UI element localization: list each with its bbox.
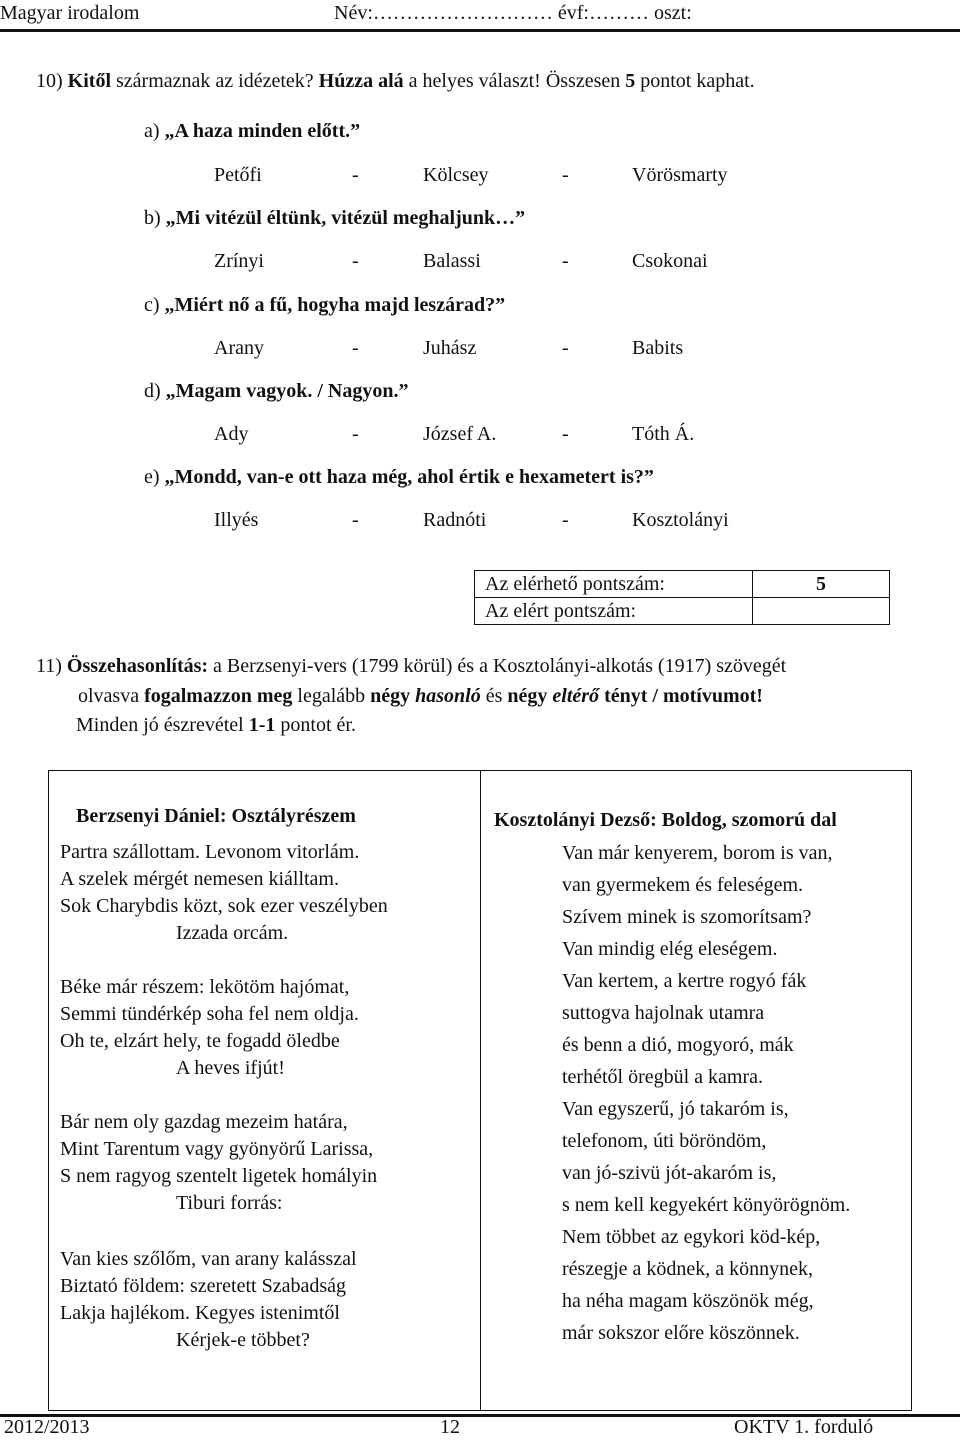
quote-d: d) „Magam vagyok. / Nagyon.” xyxy=(144,380,409,402)
poem-right-line: Van kertem, a kertre rogyó fák xyxy=(562,970,807,992)
poem-left-line: Biztató földem: szeretett Szabadság xyxy=(60,1275,347,1297)
quote-c: c) „Miért nő a fű, hogyha majd leszárad?” xyxy=(144,294,506,316)
poem-left-line: A heves ifjút! xyxy=(176,1057,285,1079)
quote-a: a) „A haza minden előtt.” xyxy=(144,120,361,142)
poem-right-line: már sokszor előre köszönnek. xyxy=(562,1322,800,1344)
option-separator: - xyxy=(562,337,569,359)
quote-e: e) „Mondd, van-e ott haza még, ahol értik e hexametert is?” xyxy=(144,466,654,488)
score-box xyxy=(474,570,890,625)
student-info-fields: Név:……………………… évf:……… oszt: xyxy=(334,2,692,24)
poem-right-line: terhétől öregbül a kamra. xyxy=(562,1066,764,1088)
poem-left-line: Béke már részem: lekötöm hajómat, xyxy=(60,976,350,998)
option-separator: - xyxy=(352,423,359,445)
poem-left-line: Mint Tarentum vagy gyönyörű Larissa, xyxy=(60,1138,374,1160)
poem-left-line: Tiburi forrás: xyxy=(176,1192,283,1214)
poem-right-line: suttogva hajolnak utamra xyxy=(562,1002,765,1024)
option-separator: - xyxy=(562,509,569,531)
q11-line-3: Minden jó észrevétel 1-1 pontot ér. xyxy=(76,714,356,736)
option-c-2[interactable]: Juhász xyxy=(423,337,477,359)
poem-left-line: Partra szállottam. Levonom vitorlám. xyxy=(60,841,360,863)
option-e-1[interactable]: Illyés xyxy=(214,509,259,531)
option-c-3[interactable]: Babits xyxy=(632,337,684,359)
poem-left-line: S nem ragyog szentelt ligetek homályin xyxy=(60,1165,378,1187)
option-separator: - xyxy=(562,164,569,186)
subject-label: Magyar irodalom xyxy=(0,2,140,24)
poem-left-line: Oh te, elzárt hely, te fogadd öledbe xyxy=(60,1030,340,1052)
poem-left-title: Berzsenyi Dániel: Osztályrészem xyxy=(76,805,356,827)
option-b-3[interactable]: Csokonai xyxy=(632,250,708,272)
poem-left-line: A szelek mérgét nemesen kiálltam. xyxy=(60,868,339,890)
poem-right-line: ha néha magam köszönök még, xyxy=(562,1290,814,1312)
poem-right-line: részegje a ködnek, a könnynek, xyxy=(562,1258,814,1280)
option-c-1[interactable]: Arany xyxy=(214,337,264,359)
q10-instruction: 10) Kitől származnak az idézetek? Húzza alá a helyes választ! Összesen 5 pontot kaphat. xyxy=(36,70,755,92)
poem-left-line: Bár nem oly gazdag mezeim határa, xyxy=(60,1111,348,1133)
poem-left-line: Van kies szőlőm, van arany kalásszal xyxy=(60,1248,357,1270)
option-separator: - xyxy=(352,164,359,186)
option-a-1[interactable]: Petőfi xyxy=(214,164,262,186)
poem-right-line: Van mindig elég eleségem. xyxy=(562,938,778,960)
option-b-2[interactable]: Balassi xyxy=(423,250,481,272)
poem-right-line: s nem kell kegyekért könyörögnöm. xyxy=(562,1194,851,1216)
poem-right-line: Szívem minek is szomorítsam? xyxy=(562,906,812,928)
poem-right-line: Van egyszerű, jó takaróm is, xyxy=(562,1098,789,1120)
quote-b: b) „Mi vitézül éltünk, vitézül meghaljunk…” xyxy=(144,207,526,229)
option-separator: - xyxy=(352,250,359,272)
poems-column-divider xyxy=(480,770,481,1411)
achieved-points-value[interactable] xyxy=(753,598,890,625)
option-e-3[interactable]: Kosztolányi xyxy=(632,509,729,531)
poem-right-title: Kosztolányi Dezső: Boldog, szomorú dal xyxy=(494,809,837,831)
option-separator: - xyxy=(562,423,569,445)
poem-left-line: Sok Charybdis közt, sok ezer veszélyben xyxy=(60,895,388,917)
header-rule xyxy=(0,29,960,32)
poem-right-line: és benn a dió, mogyoró, mák xyxy=(562,1034,794,1056)
achieved-points-label: Az elért pontszám: xyxy=(475,598,753,625)
available-points-value: 5 xyxy=(753,571,890,598)
q11-line-1: 11) Összehasonlítás: a Berzsenyi-vers (1799 körül) és a Kosztolányi-alkotás (1917) szövegét xyxy=(36,655,787,677)
option-d-2[interactable]: József A. xyxy=(423,423,497,445)
poem-left-line: Semmi tündérkép soha fel nem oldja. xyxy=(60,1003,359,1025)
option-a-3[interactable]: Vörösmarty xyxy=(632,164,728,186)
option-b-1[interactable]: Zrínyi xyxy=(214,250,264,272)
q11-line-2: olvasva fogalmazzon meg legalább négy hasonló és négy eltérő tényt / motívumot! xyxy=(78,685,763,707)
option-separator: - xyxy=(562,250,569,272)
poem-right-line: Nem többet az egykori köd-kép, xyxy=(562,1226,821,1248)
poem-right-line: van jó-szivü jót-akaróm is, xyxy=(562,1162,777,1184)
page-number: 12 xyxy=(440,1416,460,1438)
option-e-2[interactable]: Radnóti xyxy=(423,509,487,531)
poem-left-line: Lakja hajlékom. Kegyes istenimtől xyxy=(60,1302,340,1324)
option-d-3[interactable]: Tóth Á. xyxy=(632,423,695,445)
option-separator: - xyxy=(352,509,359,531)
option-separator: - xyxy=(352,337,359,359)
poem-left-line: Izzada orcám. xyxy=(176,922,289,944)
footer-year: 2012/2013 xyxy=(4,1416,90,1438)
footer-competition: OKTV 1. forduló xyxy=(734,1416,874,1438)
poem-right-line: van gyermekem és feleségem. xyxy=(562,874,804,896)
available-points-label: Az elérhető pontszám: xyxy=(475,571,753,598)
poem-right-line: telefonom, úti böröndöm, xyxy=(562,1130,767,1152)
option-d-1[interactable]: Ady xyxy=(214,423,249,445)
poem-left-line: Kérjek-e többet? xyxy=(176,1329,310,1351)
option-a-2[interactable]: Kölcsey xyxy=(423,164,489,186)
poem-right-line: Van már kenyerem, borom is van, xyxy=(562,842,833,864)
